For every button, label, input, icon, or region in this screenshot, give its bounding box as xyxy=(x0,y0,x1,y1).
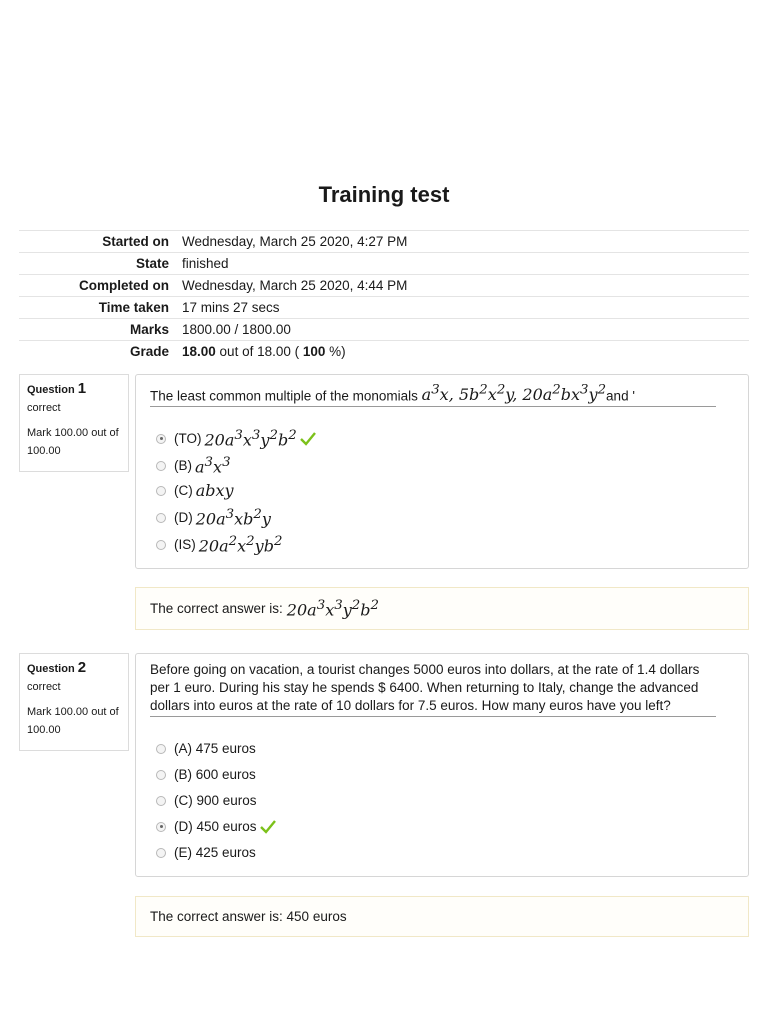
option-math: $a^3x^3$ xyxy=(195,455,231,477)
option-math: abxy xyxy=(195,481,234,500)
summary-value xyxy=(182,344,749,359)
page-title: Training test xyxy=(318,182,450,207)
summary-label: Started on xyxy=(102,234,169,249)
question-label: Question xyxy=(27,663,75,675)
correct-answer-box-1 xyxy=(135,587,749,630)
grade-score: 18.00 xyxy=(182,344,216,359)
summary-row-completed xyxy=(19,275,749,297)
answer-option-e[interactable] xyxy=(156,845,256,860)
question-number: 2 xyxy=(77,659,87,676)
correct-answer-math: $20a^3x^3y^2b^2$ xyxy=(286,597,379,620)
question-number: 1 xyxy=(77,380,87,397)
question-info-1 xyxy=(19,374,129,472)
answer-option-d[interactable] xyxy=(156,819,276,834)
option-prefix: (B) xyxy=(174,458,192,474)
option-text: (D) 450 euros xyxy=(174,819,257,834)
summary-row-grade xyxy=(19,341,749,362)
option-prefix: (IS) xyxy=(174,537,196,553)
option-text: (C) 900 euros xyxy=(174,793,257,808)
summary-value: finished xyxy=(182,256,229,271)
question-text-suffix: and ' xyxy=(606,388,635,404)
summary-row-marks xyxy=(19,319,749,341)
grade-percent-suffix: %) xyxy=(325,344,346,359)
radio-button[interactable] xyxy=(156,848,166,858)
question-label: Question xyxy=(27,384,75,396)
summary-value: Wednesday, March 25 2020, 4:44 PM xyxy=(182,278,408,293)
question-text: Before going on vacation, a tourist changes 5000 euros into dollars, at the rate of 1.4 dollars per 1 euro. During his stay he spends $ 6400. When returning to Italy, change the advanced dollars into euros at the rate of 10 dollars for 7.5 euros. How many euros have you left? xyxy=(150,661,716,717)
radio-button[interactable] xyxy=(156,822,166,832)
radio-button[interactable] xyxy=(156,540,166,550)
question-text xyxy=(150,382,716,407)
summary-row-state xyxy=(19,253,749,275)
question-mark: Mark 100.00 out of 100.00 xyxy=(27,706,119,736)
answer-option-e[interactable] xyxy=(156,534,282,555)
summary-label: Completed on xyxy=(79,278,169,293)
option-text: (B) 600 euros xyxy=(174,767,256,782)
question-text-prefix: The least common multiple of the monomials xyxy=(150,388,418,404)
answer-option-c[interactable] xyxy=(156,481,234,500)
summary-value: Wednesday, March 25 2020, 4:27 PM xyxy=(182,234,408,249)
question-mark: Mark 100.00 out of 100.00 xyxy=(27,427,119,457)
radio-button[interactable] xyxy=(156,770,166,780)
option-text: (E) 425 euros xyxy=(174,845,256,860)
question-math: $a^3x$, $5b^2x^2y$, $20a^2bx^3y^2$ xyxy=(421,383,607,405)
summary-value: 1800.00 / 1800.00 xyxy=(182,322,291,337)
summary-row-time-taken xyxy=(19,297,749,319)
summary-label: Grade xyxy=(129,344,169,359)
radio-button[interactable] xyxy=(156,461,166,471)
radio-button[interactable] xyxy=(156,744,166,754)
grade-out-of: out of 18.00 ( xyxy=(215,344,303,359)
question-box-1 xyxy=(135,374,749,569)
summary-label: Time taken xyxy=(98,300,169,315)
summary-label: State xyxy=(135,256,169,271)
check-icon xyxy=(300,432,316,446)
option-math: $20a^3xb^2y$ xyxy=(195,507,271,529)
summary-row-started xyxy=(19,231,749,253)
question-state: correct xyxy=(27,402,61,414)
question-info-2 xyxy=(19,653,129,751)
answer-option-c[interactable] xyxy=(156,793,257,808)
question-state: correct xyxy=(27,681,61,693)
radio-button[interactable] xyxy=(156,486,166,496)
radio-button[interactable] xyxy=(156,796,166,806)
option-math: $20a^3x^3y^2b^2$ xyxy=(204,428,297,450)
option-prefix: (D) xyxy=(174,510,193,526)
check-icon xyxy=(260,820,276,834)
radio-button[interactable] xyxy=(156,513,166,523)
option-text: (A) 475 euros xyxy=(174,741,256,756)
grade-percent: 100 xyxy=(302,344,326,359)
answer-option-b[interactable] xyxy=(156,455,231,476)
question-box-2 xyxy=(135,653,749,877)
answer-option-d[interactable] xyxy=(156,507,271,528)
answer-option-b[interactable] xyxy=(156,767,256,782)
correct-answer-text: The correct answer is: 450 euros xyxy=(150,909,347,924)
option-prefix: (TO) xyxy=(174,431,202,447)
option-prefix: (C) xyxy=(174,483,193,498)
summary-value: 17 mins 27 secs xyxy=(182,300,280,315)
answer-option-a[interactable] xyxy=(156,741,256,756)
correct-answer-label: The correct answer is: xyxy=(150,601,283,616)
attempt-summary xyxy=(19,230,749,362)
option-math: $20a^2x^2yb^2$ xyxy=(198,534,283,556)
radio-button[interactable] xyxy=(156,434,166,444)
summary-label: Marks xyxy=(129,322,169,337)
correct-answer-box-2 xyxy=(135,896,749,937)
answer-option-a[interactable] xyxy=(156,428,316,449)
